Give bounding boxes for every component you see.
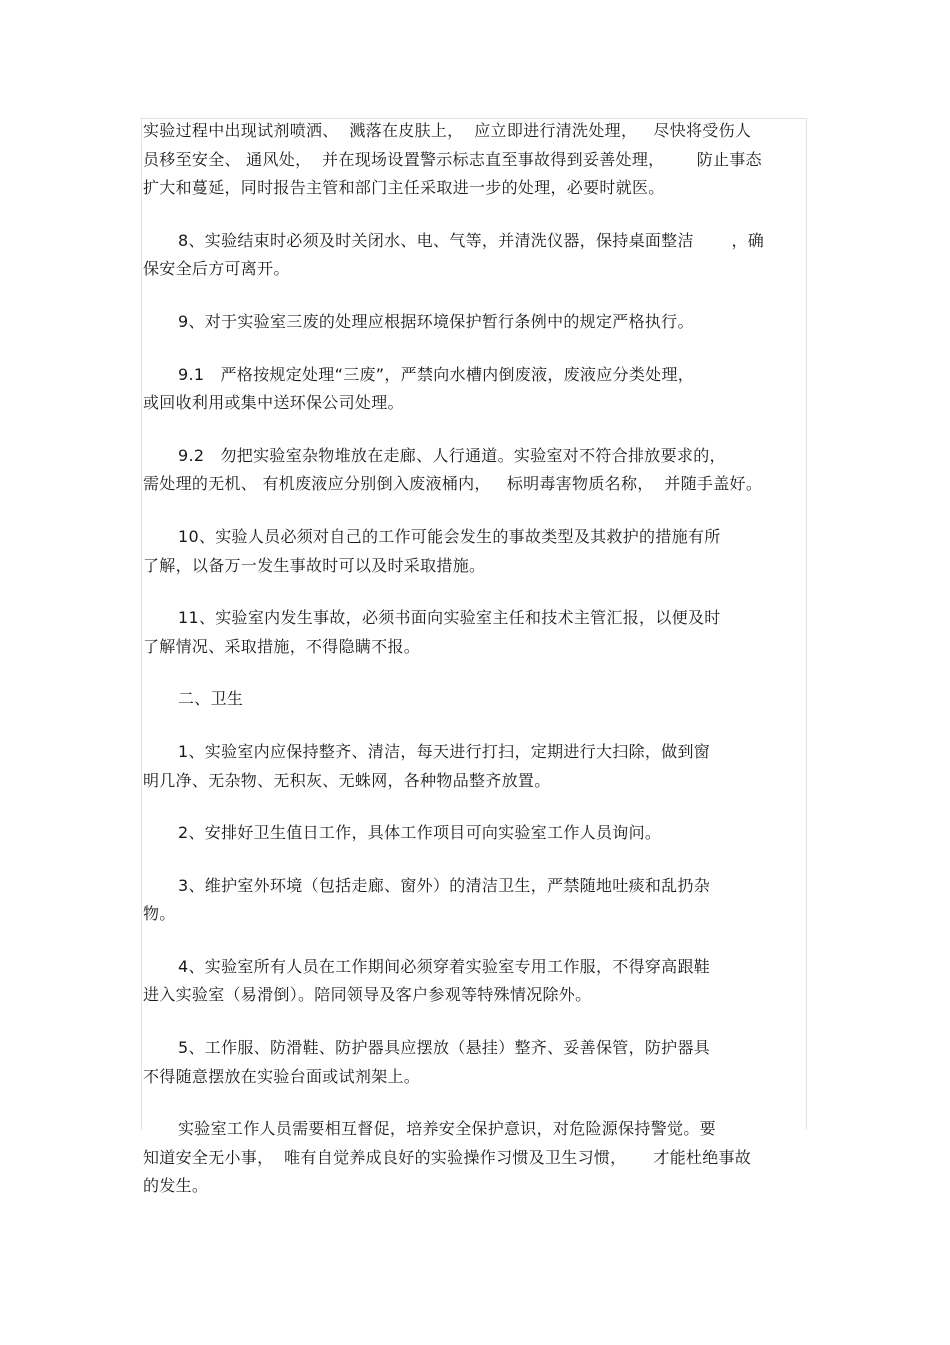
paragraph-continuation — [143, 117, 805, 203]
paragraph-h1 — [143, 738, 805, 795]
text-line: 或回收利用或集中送环保公司处理。 — [143, 393, 404, 413]
paragraph-10 — [143, 523, 805, 580]
paragraph-h3 — [143, 872, 805, 929]
text-line: 2、安排好卫生值日工作，具体工作项目可向实验室工作人员询问。 — [178, 823, 662, 843]
text-line: 8、实验结束时必须及时关闭水、电、气等，并清洗仪器，保持桌面整洁 ，确 — [178, 230, 765, 250]
text-line: 了解情况、采取措施，不得隐瞒不报。 — [143, 636, 421, 656]
paragraph-h5 — [143, 1034, 805, 1091]
text-line: 实验室工作人员需要相互督促，培养安全保护意识，对危险源保持警觉。要 — [178, 1119, 716, 1139]
text-line: 9.1 严格按规定处理“三废”，严禁向水槽内倒废液，废液应分类处理， — [178, 364, 695, 384]
text-line: 需处理的无机、 有机废液应分别倒入废液桶内， 标明毒害物质名称， 并随手盖好。 — [143, 474, 763, 494]
paragraph-section-2 — [143, 685, 805, 714]
text-line: 员移至安全、 通风处， 并在现场设置警示标志直至事故得到妥善处理， 防止事态 — [143, 149, 762, 169]
text-line: 9.2 勿把实验室杂物堆放在走廊、人行通道。实验室对不符合排放要求的， — [178, 445, 726, 465]
text-line: 扩大和蔓延，同时报告主管和部门主任采取进一步的处理，必要时就医。 — [143, 178, 665, 198]
text-line: 5、工作服、防滑鞋、防护器具应摆放（悬挂）整齐、妥善保管，防护器具 — [178, 1038, 711, 1058]
paragraph-9 — [143, 308, 805, 337]
text-line: 9、对于实验室三废的处理应根据环境保护暂行条例中的规定严格执行。 — [178, 311, 694, 331]
text-line: 10、实验人员必须对自己的工作可能会发生的事故类型及其救护的措施有所 — [178, 526, 721, 546]
paragraph-h4 — [143, 953, 805, 1010]
text-line: 3、维护室外环境（包括走廊、窗外）的清洁卫生，严禁随地吐痰和乱扔杂 — [178, 875, 711, 895]
text-line: 明几净、无杂物、无积灰、无蛛网，各种物品整齐放置。 — [143, 770, 551, 790]
paragraph-closing — [143, 1115, 805, 1201]
paragraph-h2 — [143, 819, 805, 848]
text-line: 4、实验室所有人员在工作期间必须穿着实验室专用工作服，不得穿高跟鞋 — [178, 956, 711, 976]
paragraph-9-1 — [143, 361, 805, 418]
text-line: 二、卫生 — [178, 689, 244, 709]
text-line: 实验过程中出现试剂喷洒、 溅落在皮肤上， 应立即进行清洗处理， 尽快将受伤人 — [143, 121, 752, 140]
paragraph-11 — [143, 604, 805, 661]
text-line: 进入实验室（易滑倒）。陪同领导及客户参观等特殊情况除外。 — [143, 985, 592, 1005]
page-border-right — [806, 118, 807, 1130]
text-line: 了解，以备万一发生事故时可以及时采取措施。 — [143, 555, 486, 575]
text-line: 1、实验室内应保持整齐、清洁，每天进行打扫，定期进行大扫除，做到窗 — [178, 741, 711, 761]
text-line: 物。 — [143, 904, 176, 924]
paragraph-9-2 — [143, 442, 805, 499]
page-border-left — [141, 118, 142, 1130]
text-line: 保安全后方可离开。 — [143, 259, 290, 279]
text-line: 不得随意摆放在实验台面或试剂架上。 — [143, 1066, 421, 1086]
text-line: 11、实验室内发生事故，必须书面向实验室主任和技术主管汇报，以便及时 — [178, 608, 721, 628]
paragraph-8 — [143, 227, 805, 284]
text-line: 的发生。 — [143, 1176, 209, 1196]
text-line: 知道安全无小事， 唯有自觉养成良好的实验操作习惯及卫生习惯， 才能杜绝事故 — [143, 1147, 752, 1167]
document-body — [143, 117, 805, 1225]
